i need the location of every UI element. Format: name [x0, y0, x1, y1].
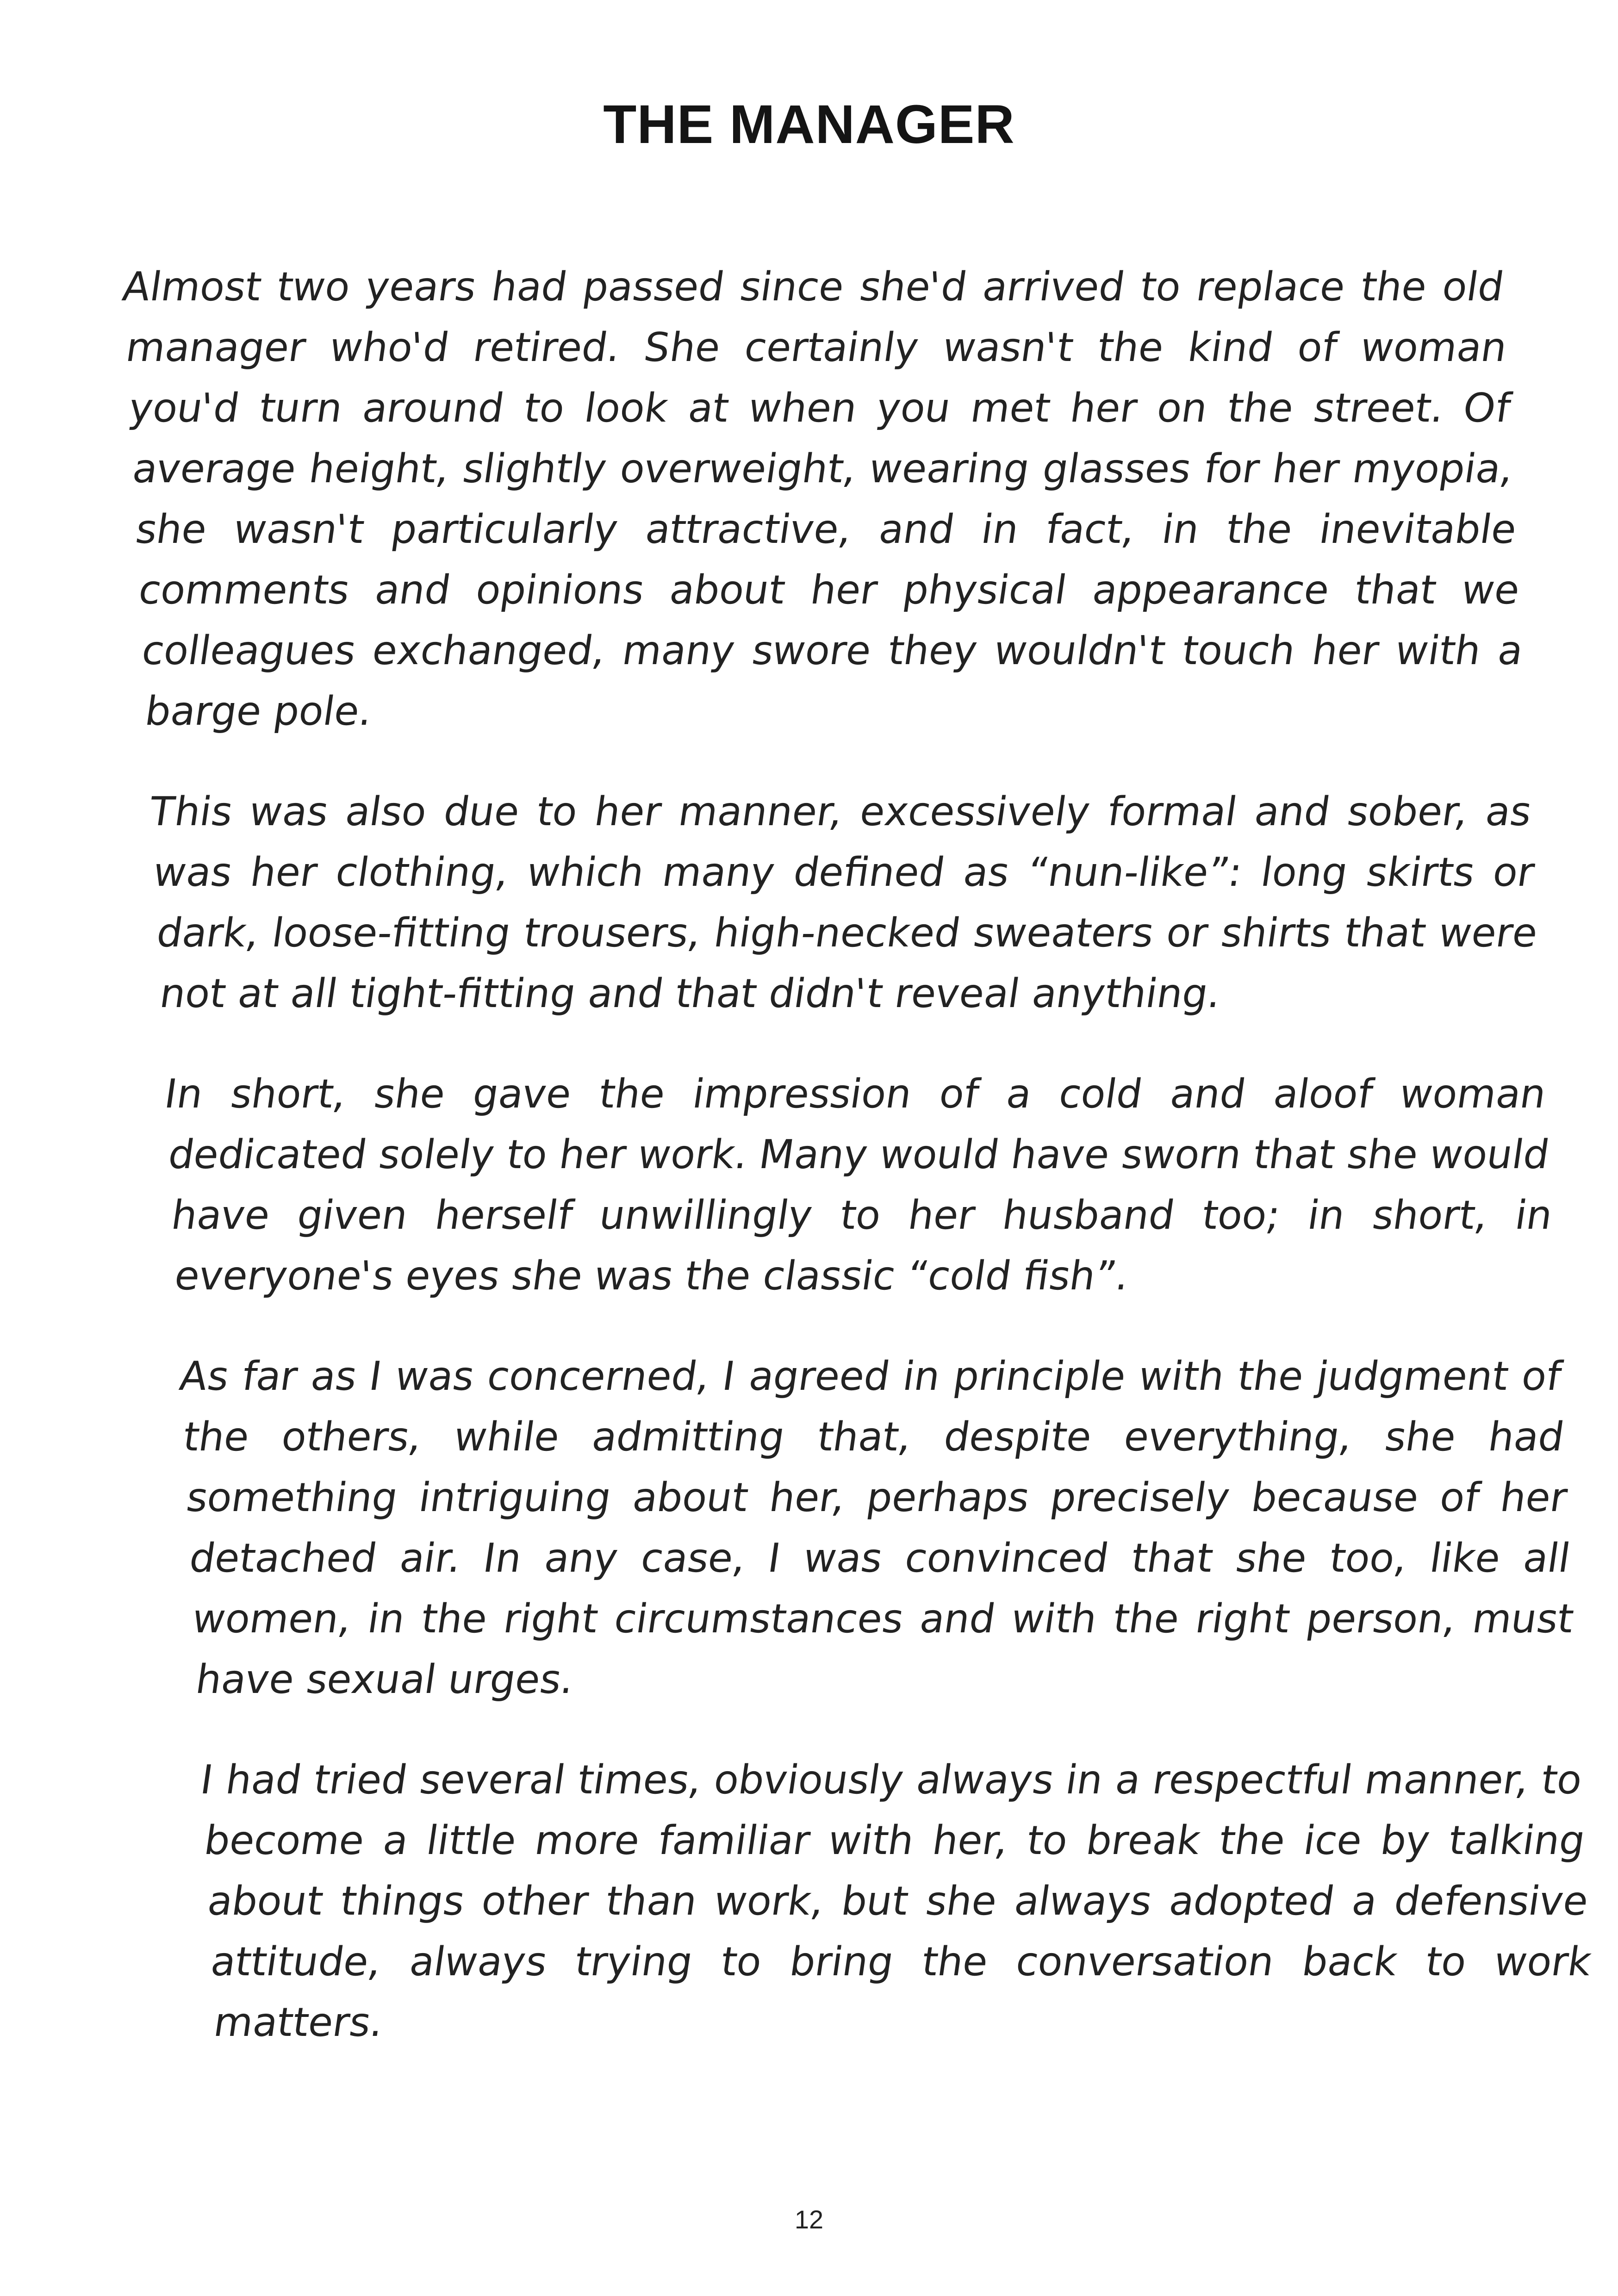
paragraph-4: As far as I was concerned, I agreed in principle with the judgment of the others, while admitting that, despite everything, she had something intriguing about her, perhaps precisely because of her detached air. In any case, I was convinced that she too, like all women, in the right circumstances and with the right person, must have sexual urges. [179, 1353, 1574, 1703]
paragraph-1: Almost two years had passed since she'd arrived to replace the old manager who'd retired. She certainly wasn't the kind of woman you'd turn around to look at when you met her on the street. Of average height, slightly overweight, wearing glasses for her myopia, she wasn't particularly attractive, and in fact, in the inevitable comments and opinions about her physical appearance that we colleagues exchanged, many swore they wouldn't touch her with a barge pole. [121, 264, 1524, 734]
paragraph-3: In short, she gave the impression of a cold and aloof woman dedicated solely to her work. Many would have sworn that she would have given herself unwillingly to her husband too; in short, in everyone's eyes she was the classic “cold fish”. [164, 1071, 1553, 1299]
chapter-body [121, 257, 1598, 2093]
paragraph-5: I had tried several times, obviously always in a respectful manner, to become a little more familiar with her, to break the ice by talking about things other than work, but she always adopted a defensive attitude, always trying to bring the conversation back to work matters. [199, 1757, 1592, 2046]
chapter-title: THE MANAGER [603, 94, 1015, 155]
paragraph-2: This was also due to her manner, excessively formal and sober, as was her clothing, which many defined as “nun-like”: long skirts or dark, loose-fitting trousers, high-necked sweaters or shirts that were not at all tight-fitting and that didn't reveal anything. [149, 789, 1538, 1017]
page-number: 12 [794, 2205, 824, 2234]
